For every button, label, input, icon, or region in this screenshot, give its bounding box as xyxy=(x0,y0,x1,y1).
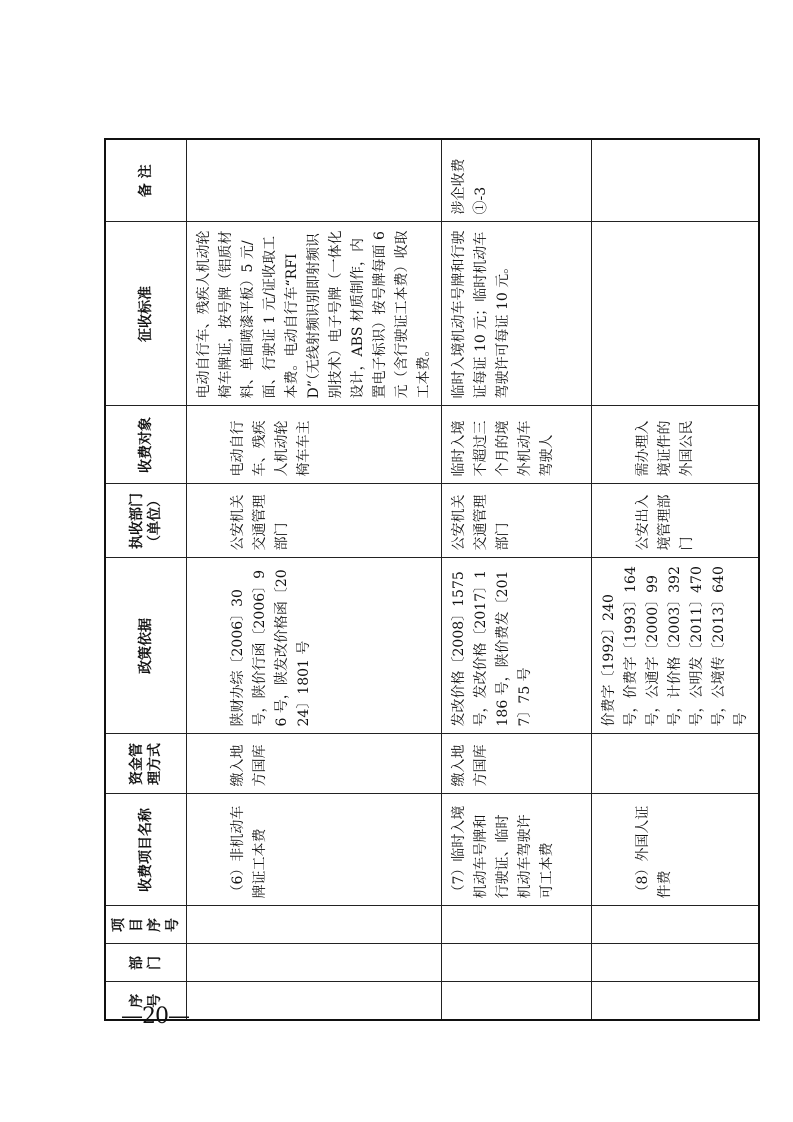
cell-policy: 陕财办综〔2006〕30 号，陕价行函〔2006〕96 号，陕发改价格函〔2024〕1801 号 xyxy=(187,558,442,734)
table-header-row xyxy=(105,139,187,1020)
cell-dept xyxy=(592,944,760,982)
cell-target: 需办理入境证件的外国公民 xyxy=(592,406,760,484)
table-row xyxy=(442,139,592,1020)
cell-remarks xyxy=(592,139,760,222)
cell-exec-dept: 公安机关交通管理部门 xyxy=(187,484,442,558)
table-row xyxy=(592,139,760,1020)
cell-item-seq xyxy=(592,906,760,944)
rotated-table-wrapper xyxy=(104,140,749,1021)
header-seq: 序号 xyxy=(105,982,187,1020)
header-fund-mgmt: 资金管理方式 xyxy=(105,734,187,794)
cell-seq xyxy=(592,982,760,1020)
cell-dept xyxy=(442,944,592,982)
fee-table xyxy=(104,138,760,1021)
cell-target: 临时入境不超过三个月的境外机动车驾驶人 xyxy=(442,406,592,484)
cell-item-name: （6）非机动车牌证工本费 xyxy=(187,794,442,906)
cell-standard: 临时入境机动车号牌和行驶证每证 10 元；临时机动车驾驶许可每证 10 元。 xyxy=(442,222,592,406)
table-row xyxy=(187,139,442,1020)
cell-item-name: （7）临时入境机动车号牌和行驶证、临时机动车驾驶许可工本费 xyxy=(442,794,592,906)
cell-standard xyxy=(592,222,760,406)
cell-target: 电动自行车、残疾人机动轮椅车车主 xyxy=(187,406,442,484)
cell-fund-mgmt: 缴入地方国库 xyxy=(442,734,592,794)
cell-item-seq xyxy=(187,906,442,944)
cell-seq xyxy=(187,982,442,1020)
cell-exec-dept: 公安出入境管理部门 xyxy=(592,484,760,558)
header-remarks: 备 注 xyxy=(105,139,187,222)
header-dept: 部门 xyxy=(105,944,187,982)
cell-fund-mgmt: 缴入地方国库 xyxy=(187,734,442,794)
page-number: —20— xyxy=(121,1004,189,1029)
header-standard: 征收标准 xyxy=(105,222,187,406)
header-item-seq: 项目序号 xyxy=(105,906,187,944)
header-item-name: 收费项目名称 xyxy=(105,794,187,906)
cell-item-seq xyxy=(442,906,592,944)
cell-remarks: 涉企收费①-3 xyxy=(442,139,592,222)
cell-item-name: （8）外国人证件费 xyxy=(592,794,760,906)
cell-standard: 电动自行车、残疾人机动轮椅车牌证，按号牌（铝质材料、单面喷漆平板）5 元/面、行驶证 1 元/证收取工本费。电动自行车“RFID”（无线射频识别即射频识别技术）电子号牌（一体化设计，ABS 材质制作，内置电子标识）按号牌每面 6 元（含行驶证工本费）收取工本费。 xyxy=(187,222,442,406)
cell-policy: 发改价格〔2008〕1575 号，发改价格〔2017〕1186 号，陕价费发〔2017〕75 号 xyxy=(442,558,592,734)
header-target: 收费对象 xyxy=(105,406,187,484)
cell-fund-mgmt xyxy=(592,734,760,794)
cell-seq xyxy=(442,982,592,1020)
header-exec-dept: 执收部门（单位） xyxy=(105,484,187,558)
cell-dept xyxy=(187,944,442,982)
cell-exec-dept: 公安机关交通管理部门 xyxy=(442,484,592,558)
cell-remarks xyxy=(187,139,442,222)
cell-policy: 价费字〔1992〕240 号，价费字〔1993〕164 号，公通字〔2000〕99 号，计价格〔2003〕392 号，公明发〔2011〕470 号，公境传〔2013〕640 号 xyxy=(592,558,760,734)
header-policy: 政策依据 xyxy=(105,558,187,734)
